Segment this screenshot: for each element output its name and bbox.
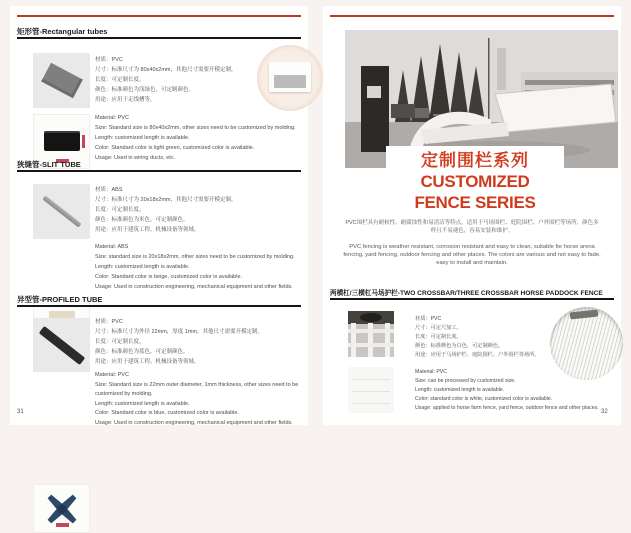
spec-line: 颜色：标准颜色为浅绿色，可定制颜色。 — [95, 87, 195, 93]
paddock-fence-specs-en — [415, 368, 615, 413]
section-divider — [17, 170, 301, 172]
slit-tube-shape — [42, 195, 81, 227]
spec-line: Material: PVC — [95, 372, 129, 378]
black-tube-end — [44, 131, 80, 151]
accent-top-bar — [17, 15, 301, 17]
tube-cavity — [274, 75, 306, 88]
spec-line: 颜色：标准颜色为米色，可定制颜色。 — [95, 217, 189, 223]
section-divider — [17, 37, 301, 39]
foliage-shadow — [360, 313, 382, 322]
spec-line: 材质：PVC — [95, 319, 123, 325]
spec-line: 材质：PVC — [415, 316, 442, 322]
spec-line: 尺寸：标准尺寸为外径 22mm，厚度 1mm，其他尺寸需要开模定制。 — [95, 329, 264, 335]
rectangular-tube-swatch-image — [33, 53, 90, 108]
faint-rail — [352, 379, 390, 380]
profiled-tube-specs-cn — [95, 317, 303, 367]
spec-line: Usage: Used in construction engineering, mechanical equipment and other fields. — [95, 419, 293, 426]
spec-line: Size: standard size is 20x18x2mm, other sizes need to be customized by molding. — [95, 254, 295, 260]
spec-line: Length: customized length is available. — [95, 400, 190, 407]
red-label — [82, 135, 85, 148]
spec-line: 长度：可定制长度。 — [95, 207, 145, 213]
intro-paragraph-cn: PVC围栏具有耐候性、耐腐蚀性和易清洁等特点，适用于马场围栏、庭院围栏、户外围栏等场所，颜色多样且不易褪色，容易安装和维护。 — [345, 220, 599, 234]
spec-line: 尺寸：标准尺寸为 20x18x2mm，其他尺寸需要开模定制。 — [95, 197, 237, 203]
accent-top-bar — [330, 15, 614, 17]
spec-line: Material: PVC — [95, 115, 129, 121]
red-label — [56, 523, 69, 527]
spec-line: 颜色：标准颜色为蓝色，可定制颜色。 — [95, 349, 189, 355]
faint-rail — [352, 391, 390, 392]
spec-line: 颜色：标准颜色为白色，可定制颜色。 — [415, 343, 504, 349]
rectangular-tube-specs-en — [95, 113, 303, 163]
panel-top-rail — [570, 310, 599, 320]
profiled-tube-swatch-image — [33, 318, 90, 372]
rectangular-tube-shape — [41, 63, 83, 98]
left-page — [10, 6, 308, 425]
spec-line: Usage: Used in wiring ducts, etc. — [95, 155, 176, 161]
spec-line: Color: Standard color is blue, customized color is available. — [95, 410, 239, 416]
slit-tube-swatch-image — [33, 184, 90, 239]
rectangular-tube-cross-section-photo — [257, 45, 323, 111]
spec-line: Length: customized length is available. — [95, 264, 190, 270]
intro-paragraph-en: PVC fencing is weather resistant, corrosion resistant and easy to clean, suitable for horse arena fencing, yard fencing, outdoor fencing and other places. The colors are various and not easy to fade, easy to install and maintain. — [343, 244, 601, 266]
spec-line: 尺寸：可定尺加工。 — [415, 325, 462, 331]
section-divider — [17, 305, 301, 307]
white-fence-faint-photo — [348, 367, 394, 413]
spec-line: Size: can be processed by customized size. — [415, 378, 516, 384]
section-title-crossbar-fence: 两横杠/三横杠马场护栏-TWO CROSSBAR/THREE CROSSBAR HORSE PADDOCK FENCE — [330, 290, 603, 297]
hero-title-en-line1: CUSTOMIZED — [420, 172, 530, 191]
page-number-right: 32 — [601, 409, 608, 415]
paddock-fence-photo — [348, 311, 394, 357]
spec-line: 材质：ABS — [95, 187, 123, 193]
spec-line: Size: Standard size is 22mm outer diameter, 1mm thickness, other sizes need to be customized by molding. — [95, 381, 299, 397]
spec-line: Size: Standard size is 80x40x2mm, other sizes need to be customized by molding. — [95, 125, 296, 131]
blue-x-profile — [44, 491, 80, 527]
section-title-slit-tube: 狭缝管-SLIT TUBE — [17, 160, 81, 169]
spec-line: 长度：可定制长度。 — [415, 334, 462, 340]
section-divider — [330, 298, 614, 300]
hero-title-cn: 定制围栏系列 — [421, 151, 529, 170]
spec-line: 尺寸：标准尺寸为 80x40x2mm，其他尺寸需要开模定制。 — [95, 67, 237, 73]
spec-line: 用途：应用于建筑工程、机械设备等领域。 — [95, 359, 200, 365]
page-number-left: 31 — [17, 409, 24, 415]
slit-tube-specs-en — [95, 242, 303, 292]
spec-line: 材质：PVC — [95, 57, 123, 63]
spec-line: Color: Standard color is light green, customized color is available. — [95, 145, 255, 151]
spec-line: 用途：应用于走线槽等。 — [95, 97, 156, 103]
spec-line: Usage: applied to horse farm fence, yard fence, outdoor fence and other places. — [415, 405, 599, 411]
slit-tube-specs-cn — [95, 185, 303, 235]
hero-title-box — [386, 146, 564, 213]
hero-title-en-line2: FENCE SERIES — [414, 193, 536, 212]
right-page — [323, 6, 621, 425]
spec-line: 用途：应用于建筑工程、机械设备等领域。 — [95, 227, 200, 233]
profiled-tube-shape — [38, 325, 85, 364]
spec-line: 长度：可定制长度。 — [95, 339, 145, 345]
spec-line: Color: standard color is white, customized color is available. — [415, 396, 553, 402]
profiled-tube-product-photo — [33, 484, 90, 533]
spec-line: Color: Standard color is beige, customized color is available. — [95, 274, 243, 280]
spec-line: Length: customized length is available. — [95, 135, 190, 141]
spec-line: Material: PVC — [415, 369, 447, 375]
spec-line: Usage: Used in construction engineering, mechanical equipment and other fields. — [95, 284, 293, 290]
spec-line: 用途：应用于马场护栏、庭院围栏、户外围栏等场所。 — [415, 352, 540, 358]
section-title-rectangular-tubes: 矩形管-Rectangular tubes — [17, 27, 108, 36]
spec-line: 长度：可定制长度。 — [95, 77, 145, 83]
tube-profile — [269, 62, 311, 92]
faint-rail — [352, 403, 390, 404]
fence-rail — [348, 329, 394, 333]
spec-line: Material: ABS — [95, 244, 129, 250]
fence-rail — [348, 343, 394, 347]
spec-line: Length: customized length is available. — [415, 387, 505, 393]
section-title-profiled-tube: 异型管-PROFILED TUBE — [17, 295, 103, 304]
profiled-tube-specs-en — [95, 371, 303, 428]
